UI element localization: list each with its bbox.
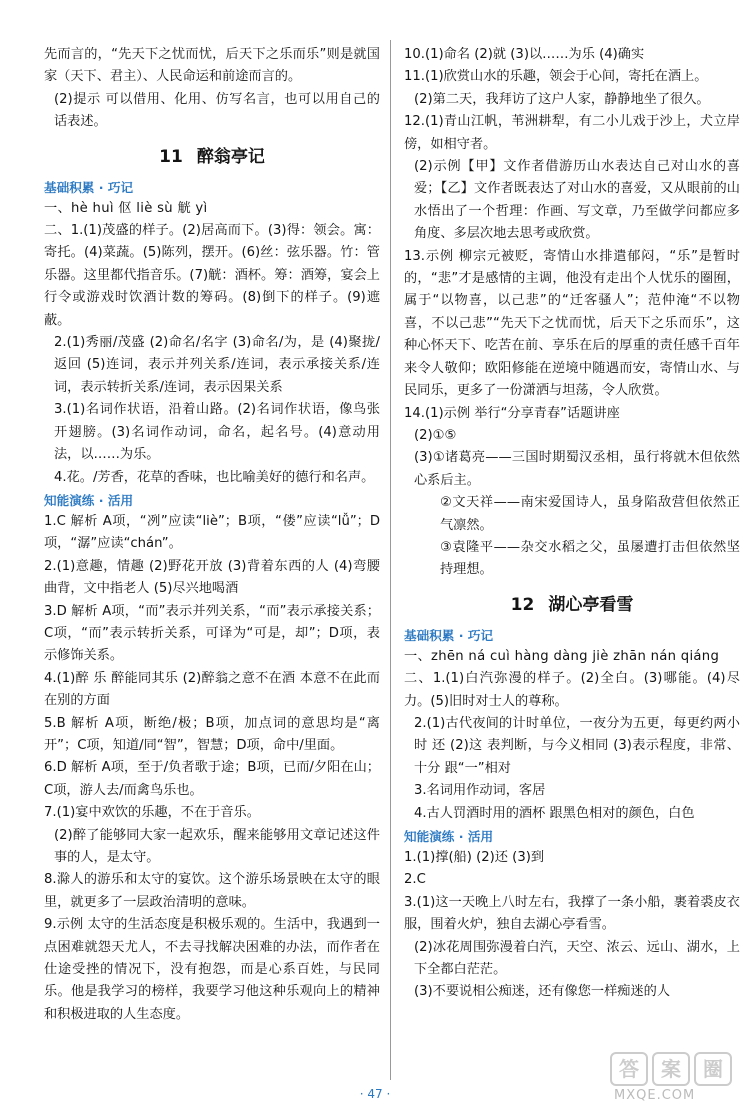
right-answer-line: (2)示例【甲】文作者借游历山水表达自己对山水的喜爱；【乙】文作者既表达了对山水的喜爱，又从眼前的山水悟出了一个哲理：作画、写文章，乃至做学问都应多角度、多层次地去思考或欣赏。 bbox=[414, 159, 740, 242]
watermark-char: 案 bbox=[652, 1052, 690, 1086]
right-answer-line: 一、zhēn ná cuì hàng dàng jiè zhān nán qiáng bbox=[404, 648, 720, 664]
left-answer-line: 一、hè huì 伛 liè sù 觥 yì bbox=[44, 200, 208, 216]
right-answer-line: 2.C bbox=[404, 872, 426, 888]
right-answer-line: (3)①诸葛亮——三国时期蜀汉丞相，虽行将就木但依然心系后主。 bbox=[414, 450, 740, 488]
right-answer-line: (3)不要说相公痴迷，还有像您一样痴迷的人 bbox=[414, 984, 671, 1000]
lesson-name: 醉翁亭记 bbox=[196, 146, 265, 167]
right-answer-line: 12.(1)青山江帆，苇洲耕犁，有二小儿戏于沙上，犬立岸傍，如相守者。 bbox=[404, 114, 740, 152]
right-answer-line: (2)第二天，我拜访了这户人家，静静地坐了很久。 bbox=[414, 91, 710, 107]
left-answer-line: 4.(1)醉 乐 醉能同其乐 (2)醉翁之意不在酒 本意不在此而在别的方面 bbox=[44, 670, 380, 709]
left-answer-line: 3.(1)名词作状语，沿着山路。(2)名词作状语，像鸟张开翅膀。(3)名词作动词，命名，起名号。(4)意动用法，以……为乐。 bbox=[54, 402, 380, 463]
left-answer-line: 8.滁人的游乐和太守的宴饮。这个游乐场景映在太守的眼里，就更多了一层政治清明的意味。 bbox=[44, 872, 380, 910]
lesson-title bbox=[404, 590, 740, 620]
lesson-name: 湖心亭看雪 bbox=[548, 594, 634, 615]
section-heading: 知能演练 · 活用 bbox=[404, 829, 494, 844]
lesson-title bbox=[44, 142, 380, 172]
right-answer-line: 3.名词用作动词，客居 bbox=[414, 783, 546, 799]
right-answer-line: 10.(1)命名 (2)就 (3)以……为乐 (4)确实 bbox=[404, 47, 645, 62]
right-answer-line: 4.古人罚酒时用的酒杯 跟黑色相对的颜色，白色 bbox=[414, 805, 695, 821]
right-answer-line: 13.示例 柳宗元被贬，寄情山水排遣郁闷，“乐”是暂时的，“悲”才是感情的主调，他没有走出个人忧乐的圈囿，属于“以物喜，以己悲”的“迁客骚人”；范仲淹“不以物喜，不以己悲”“先天下之忧而忧，后天下之乐而乐”，这种心怀天下、吃苦在前、享乐在后的厚重的责任感千百年来令人敬仰；欧阳修能在逆境中随遇而安，寄情山水、与民同乐，更多了一份潇洒与坦荡，令人欣赏。 bbox=[404, 248, 740, 399]
left-answer-line: (2)醉了能够同大家一起欢乐，醒来能够用文章记述这件事的人，是太守。 bbox=[54, 827, 380, 865]
right-answer-line: 11.(1)欣赏山水的乐趣，领会于心间，寄托在酒上。 bbox=[404, 69, 708, 85]
right-answer-line: (2)①⑤ bbox=[414, 427, 457, 443]
right-answer-line: 二、1.(1)白汽弥漫的样子。(2)全白。(3)哪能。(4)尽力。(5)旧时对士人的尊称。 bbox=[404, 671, 740, 709]
left-answer-line: 7.(1)宴中欢饮的乐趣，不在于音乐。 bbox=[44, 805, 260, 821]
watermark-char: 答 bbox=[610, 1052, 648, 1086]
watermark-char: 圈 bbox=[694, 1052, 732, 1086]
right-column bbox=[404, 44, 740, 1004]
right-answer-line: (2)冰花周围弥漫着白汽，天空、浓云、远山、湖水，上下全都白茫茫。 bbox=[414, 939, 740, 978]
left-answer-line: 3.D 解析 A项，“而”表示并列关系，“而”表示承接关系；C项，“而”表示转折关系，可译为“可是，却”；D项，表示修饰关系。 bbox=[44, 603, 380, 664]
right-answer-line: 3.(1)这一天晚上八时左右，我撑了一条小船，裹着裘皮衣服，围着火炉，独自去湖心亭看雪。 bbox=[404, 894, 740, 933]
right-answer-line: ③袁隆平——杂交水稻之父，虽屡遭打击但依然坚持理想。 bbox=[440, 539, 740, 578]
left-column bbox=[44, 44, 380, 1026]
left-answer-line: 2.(1)秀丽/茂盛 (2)命名/名字 (3)命名/为，是 (4)聚拢/返回 (5)连词，表示并列关系/连词，表示承接关系/连词，表示转折关系/连词，表示因果关系 bbox=[54, 335, 380, 395]
right-answer-line: 14.(1)示例 举行“分享青春”话题讲座 bbox=[404, 405, 620, 421]
watermark-site: MXQE.COM bbox=[614, 1088, 696, 1103]
left-answer-line: 4.花。/芳香，花草的香味，也比喻美好的德行和名声。 bbox=[54, 469, 375, 485]
right-answer-line: ②文天祥——南宋爱国诗人，虽身陷敌营但依然正气凛然。 bbox=[440, 495, 740, 533]
right-answer-line: 1.(1)撑(船) (2)还 (3)到 bbox=[404, 850, 545, 865]
lesson-number: 12 bbox=[510, 594, 535, 615]
section-heading: 基础积累 · 巧记 bbox=[404, 627, 494, 643]
page-number: · 47 · bbox=[359, 1087, 391, 1101]
left-answer-line: 二、1.(1)茂盛的样子。(2)居高而下。(3)得：领会。寓：寄托。(4)菜蔬。(5)陈列，摆开。(6)丝：弦乐器。竹：管乐器。这里都代指音乐。(7)觥：酒杯。筹：酒筹，宴会上行令或游戏时饮酒计数的筹码。(8)倒下的样子。(9)遮蔽。 bbox=[44, 223, 380, 328]
column-divider bbox=[390, 40, 391, 1080]
lesson-number: 11 bbox=[159, 146, 183, 167]
left-answer-line: 5.B 解析 A项，断绝/极；B项，加点词的意思均是“离开”；C项，知道/同“智”，智慧；D项，命中/里面。 bbox=[44, 715, 380, 753]
left-answer-line: 6.D 解析 A项，至于/负者歌于途；B项，已而/夕阳在山；C项，游人去/而禽鸟乐也。 bbox=[44, 760, 380, 798]
section-heading: 基础积累 · 巧记 bbox=[44, 179, 134, 195]
left-answer-line: (2)提示 可以借用、化用、仿写名言，也可以用自己的话表述。 bbox=[54, 91, 380, 130]
section-heading: 知能演练 · 活用 bbox=[44, 492, 134, 508]
left-answer-line: 9.示例 太守的生活态度是积极乐观的。生活中，我遇到一点困难就怨天尤人，不去寻找解决困难的办法，而作者在仕途受挫的情况下，没有抱怨，而是心系百姓，与民同乐。他是我学习的榜样，我要学习他这种乐观向上的精神和积极进取的人生态度。 bbox=[44, 917, 380, 1022]
left-answer-line: 1.C 解析 A项，“冽”应读“liè”；B项，“偻”应读“lǚ”；D项，“潺”应读“chán”。 bbox=[44, 513, 380, 552]
right-answer-line: 2.(1)古代夜间的计时单位，一夜分为五更，每更约两小时 还 (2)这 表判断，与今义相同 (3)表示程度，非常、十分 跟“一”相对 bbox=[414, 715, 740, 776]
watermark-logo bbox=[608, 1052, 734, 1108]
left-answer-line: 先而言的，“先天下之忧而忧，后天下之乐而乐”则是就国家（天下、君主）、人民命运和前途而言的。 bbox=[44, 47, 380, 85]
left-answer-line: 2.(1)意趣，情趣 (2)野花开放 (3)背着东西的人 (4)弯腰曲背，文中指老人 (5)尽兴地喝酒 bbox=[44, 558, 380, 597]
